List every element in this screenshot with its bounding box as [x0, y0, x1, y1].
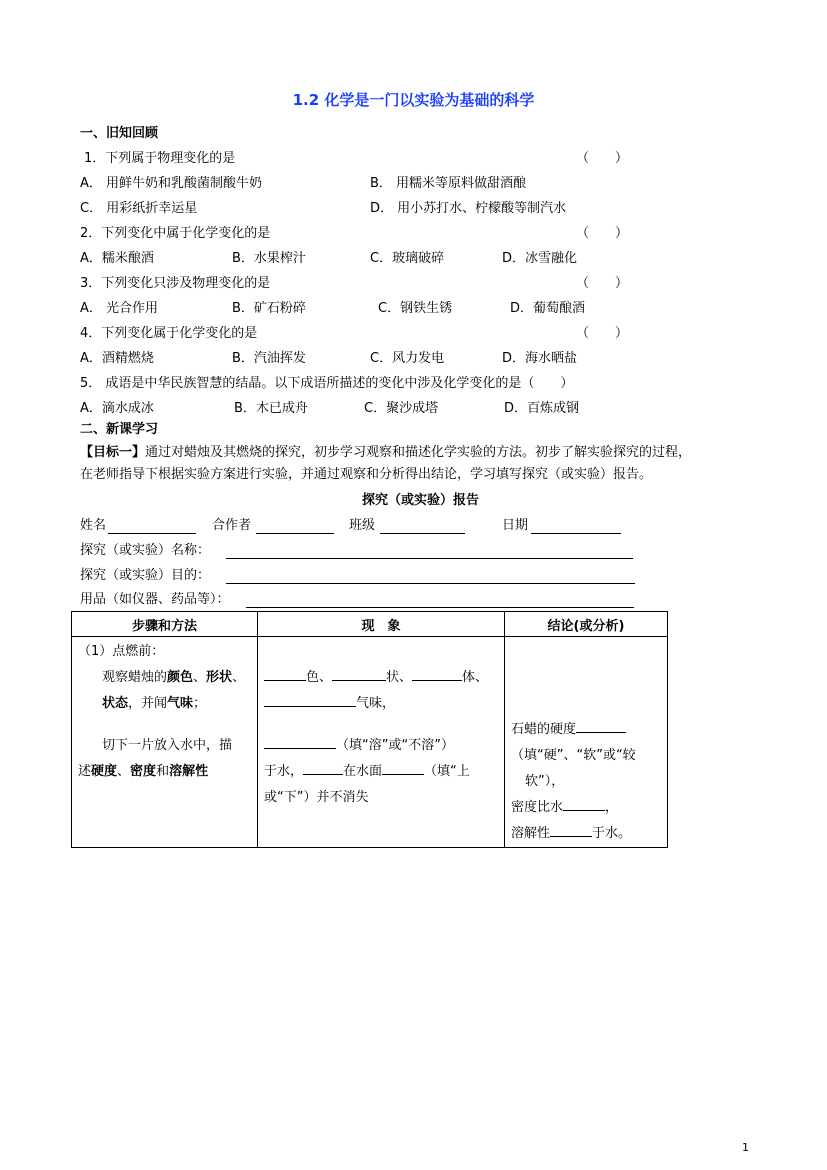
- step-solubility-word: 溶解性: [169, 764, 209, 779]
- phenomena-water-end-line: 或“下”）并不消失: [264, 790, 369, 805]
- report-title: 探究（或实验）报告: [362, 493, 480, 508]
- smell-suffix: 气味，: [356, 696, 396, 711]
- step-sep-1: 、: [193, 670, 207, 685]
- blank-solubility[interactable]: [550, 822, 592, 837]
- q2-option-c[interactable]: C．玻璃破碎: [370, 251, 445, 266]
- conclusion-solubility-line: [511, 821, 661, 847]
- header-steps: 步骤和方法: [72, 612, 258, 637]
- phenomena-appearance-line: [264, 665, 498, 691]
- step-describe-text: 述: [78, 764, 92, 779]
- solubility-text: 溶解性: [511, 826, 551, 841]
- blank-dissolve[interactable]: [264, 734, 336, 749]
- partner-label: 合作者: [212, 518, 252, 533]
- page-title: 1.2 化学是一门以实验为基础的科学: [292, 91, 535, 109]
- conclusion-cell: [505, 637, 668, 848]
- step-sep-2: 、: [232, 670, 246, 685]
- goal-label: 【目标一】: [80, 445, 146, 460]
- step-state-word: 状态: [102, 696, 129, 711]
- page-number: 1: [742, 1141, 749, 1154]
- step-smell-text: ，并闻: [128, 696, 168, 711]
- q1-option-a[interactable]: A． 用鲜牛奶和乳酸菌制酸牛奶: [80, 176, 263, 191]
- hardness-text: 石蜡的硬度: [511, 722, 577, 737]
- experiment-purpose-label: 探究（或实验）目的：: [80, 568, 211, 583]
- date-label: 日期: [502, 518, 529, 533]
- q3-stem: 3．下列变化只涉及物理变化的是: [80, 276, 271, 291]
- shape-suffix: 状、: [386, 670, 413, 685]
- blank-water-position[interactable]: [303, 760, 343, 775]
- step-smell-word: 气味: [167, 696, 194, 711]
- section1-heading: 一、旧知回顾: [80, 126, 159, 141]
- partner-field[interactable]: [256, 532, 334, 534]
- q2-stem: 2．下列变化中属于化学变化的是: [80, 226, 271, 241]
- table-row: [72, 637, 668, 848]
- blank-hardness[interactable]: [576, 718, 626, 733]
- blank-density[interactable]: [563, 796, 605, 811]
- phenomena-water-line: [264, 759, 498, 785]
- water-text-c: （填“上: [424, 764, 470, 779]
- water-text-a: 于水，: [264, 764, 304, 779]
- hardness-hint-1: （填“硬”、“软”或“较: [511, 748, 636, 763]
- conclusion-hardness-line: [511, 717, 661, 743]
- solubility-end: 于水。: [592, 826, 632, 841]
- q5-option-c[interactable]: C．聚沙成塔: [364, 401, 439, 416]
- date-field[interactable]: [531, 532, 621, 534]
- q4-option-a[interactable]: A．酒精燃烧: [80, 351, 154, 366]
- state-suffix: 体、: [462, 670, 489, 685]
- name-label: 姓名: [80, 518, 107, 533]
- header-conclusion: 结论(或分析): [505, 612, 668, 637]
- step-density-word: 密度: [130, 764, 157, 779]
- phenomena-cell: [258, 637, 505, 848]
- experiment-name-field[interactable]: [226, 557, 633, 559]
- goal-text-1: 通过对蜡烛及其燃烧的探究，初步学习观察和描述化学实验的方法。初步了解实验探究的过程，: [145, 445, 692, 460]
- blank-state[interactable]: [412, 666, 462, 681]
- conclusion-density-line: [511, 795, 661, 821]
- step-describe-line: [78, 759, 251, 785]
- blank-color[interactable]: [264, 666, 306, 681]
- q4-option-c[interactable]: C．风力发电: [370, 351, 445, 366]
- phenomena-dissolve-line: [264, 733, 498, 759]
- q4-option-d[interactable]: D．海水晒盐: [502, 351, 578, 366]
- step-sep-3: ；: [193, 696, 207, 711]
- water-text-b: 在水面: [343, 764, 383, 779]
- q2-option-a[interactable]: A．糯米酿酒: [80, 251, 154, 266]
- experiment-name-label: 探究（或实验）名称：: [80, 543, 211, 558]
- q5-option-b[interactable]: B．木已成舟: [234, 401, 308, 416]
- hardness-hint-2: 软”），: [525, 774, 565, 789]
- step-cut-line: 切下一片放入水中，描: [102, 738, 233, 753]
- q2-option-d[interactable]: D．冰雪融化: [502, 251, 578, 266]
- step-shape-word: 形状: [206, 670, 233, 685]
- step-observe-line: [78, 665, 251, 691]
- blank-shape[interactable]: [332, 666, 386, 681]
- supplies-field[interactable]: [246, 606, 634, 608]
- step-and-text: 和: [156, 764, 170, 779]
- name-field[interactable]: [108, 532, 196, 534]
- q5-option-a[interactable]: A．滴水成冰: [80, 401, 154, 416]
- dissolve-hint: （填“溶”或“不溶”）: [336, 738, 454, 753]
- step-color-word: 颜色: [167, 670, 194, 685]
- step-sep-4: 、: [117, 764, 131, 779]
- goal-paragraph-line1: [80, 443, 691, 463]
- class-field[interactable]: [380, 532, 465, 534]
- q1-option-b[interactable]: B． 用糯米等原料做甜酒酿: [370, 176, 527, 191]
- q3-answer-paren[interactable]: （ ）: [576, 276, 629, 291]
- blank-smell[interactable]: [264, 692, 356, 707]
- steps-cell: [72, 637, 258, 848]
- table-header-row: [72, 612, 668, 637]
- step-observe-text: 观察蜡烛的: [102, 670, 168, 685]
- q4-option-b[interactable]: B．汽油挥发: [232, 351, 306, 366]
- density-text: 密度比水: [511, 800, 564, 815]
- goal-text-2: 在老师指导下根据实验方案进行实验，并通过观察和分析得出结论，学习填写探究（或实验）报告。: [80, 467, 653, 482]
- q1-answer-paren[interactable]: （ ）: [576, 151, 629, 166]
- q2-option-b[interactable]: B．水果榨汁: [232, 251, 306, 266]
- phenomena-smell-line: [264, 691, 498, 717]
- q3-option-a[interactable]: A． 光合作用: [80, 301, 159, 316]
- step-hardness-word: 硬度: [91, 764, 118, 779]
- class-label: 班级: [349, 518, 376, 533]
- density-end: ，: [605, 800, 619, 815]
- color-suffix: 色、: [306, 670, 333, 685]
- q3-option-d[interactable]: D．葡萄酿酒: [510, 301, 586, 316]
- experiment-purpose-field[interactable]: [226, 582, 635, 584]
- section2-heading: 二、新课学习: [80, 422, 159, 437]
- q3-option-b[interactable]: B．矿石粉碎: [232, 301, 306, 316]
- q5-option-d[interactable]: D．百炼成钢: [504, 401, 580, 416]
- q1-option-c[interactable]: C． 用彩纸折幸运星: [80, 201, 198, 216]
- q3-option-c[interactable]: C．钢铁生锈: [378, 301, 453, 316]
- q2-answer-paren[interactable]: （ ）: [576, 226, 629, 241]
- q5-stem: 5． 成语是中华民族智慧的结晶。以下成语所描述的变化中涉及化学变化的是（ ）: [80, 376, 574, 391]
- step-before-lighting: （1）点燃前：: [78, 644, 165, 659]
- step-state-line: [78, 691, 251, 717]
- blank-up-down[interactable]: [382, 760, 424, 775]
- supplies-label: 用品（如仪器、药品等）：: [80, 592, 230, 607]
- q1-stem: 1．下列属于物理变化的是: [84, 151, 236, 166]
- header-phenomena: 现 象: [258, 612, 505, 637]
- report-table: [71, 611, 668, 848]
- q4-stem: 4．下列变化属于化学变化的是: [80, 326, 258, 341]
- q1-option-d[interactable]: D． 用小苏打水、柠檬酸等制汽水: [370, 201, 567, 216]
- q4-answer-paren[interactable]: （ ）: [576, 326, 629, 341]
